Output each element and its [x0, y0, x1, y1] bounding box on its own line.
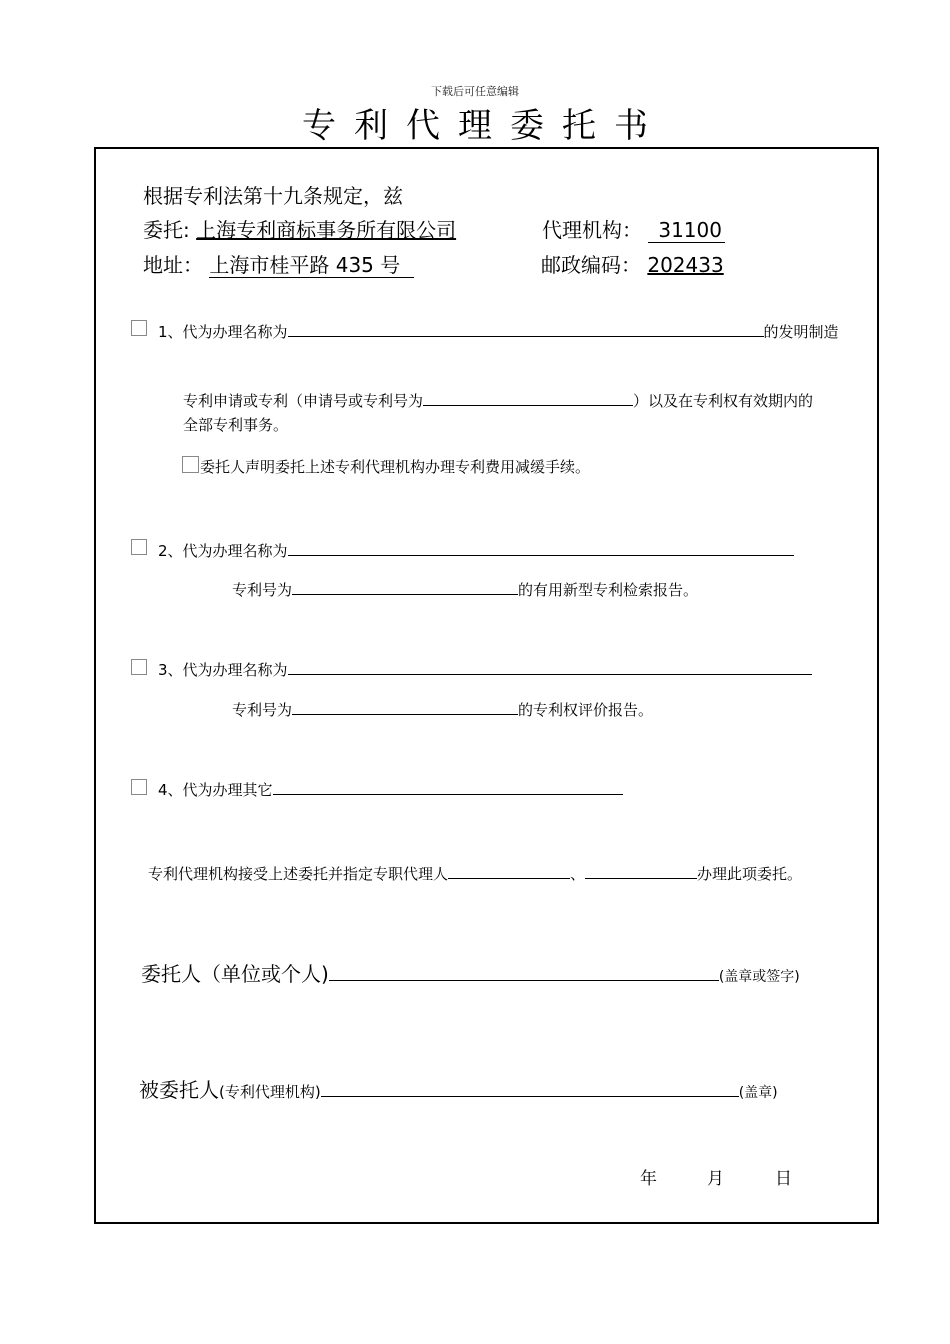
item2-prefix: 2、代为办理名称为: [158, 542, 288, 560]
item1-row: [158, 321, 839, 342]
entrust-row: [143, 214, 456, 243]
entrust-label: 委托:: [143, 218, 190, 242]
item2-checkbox[interactable]: [131, 539, 147, 555]
agency-label: 代理机构：: [542, 218, 642, 242]
item4-prefix: 4、代为办理其它: [158, 781, 273, 799]
form-frame: [94, 147, 879, 1224]
item1-text-b: ）以及在专利权有效期内的: [633, 392, 814, 410]
intro-line: 根据专利法第十九条规定，兹: [143, 184, 403, 208]
item1-text-c: 全部专利事务。: [183, 416, 289, 434]
date-day: 日: [775, 1169, 792, 1189]
entrust-value: 上海专利商标事务所有限公司: [196, 218, 457, 242]
item1-name-field[interactable]: [288, 335, 764, 337]
item1-detail-row: [183, 390, 813, 411]
item4-other-field[interactable]: [273, 793, 623, 795]
agent-label-small: (专利代理机构): [219, 1083, 321, 1101]
item3-patent-field[interactable]: [292, 713, 518, 715]
principal-note: (盖章或签字): [718, 969, 800, 985]
principal-label: 委托人（单位或个人): [141, 962, 329, 986]
agency-value: 31100: [648, 218, 725, 243]
item2-row: [158, 540, 794, 561]
date-month: 月: [707, 1169, 724, 1189]
accept-sep: 、: [570, 865, 586, 883]
item1-checkbox[interactable]: [131, 320, 147, 336]
agent-signature-field[interactable]: [321, 1095, 739, 1097]
accept-prefix: 专利代理机构接受上述委托并指定专职代理人: [148, 865, 449, 883]
accept-row: [148, 863, 802, 884]
item3-name-field[interactable]: [288, 673, 812, 675]
agent-row: [139, 1074, 778, 1103]
watermark-text: 下载后可任意编辑: [431, 85, 519, 98]
item4-checkbox[interactable]: [131, 779, 147, 795]
accept-suffix: 办理此项委托。: [697, 865, 803, 883]
principal-signature-field[interactable]: [329, 979, 719, 981]
postcode-label: 邮政编码：: [541, 253, 641, 277]
address-row: [143, 249, 414, 278]
postcode-row: [541, 249, 724, 278]
address-value: 上海市桂平路 435 号: [209, 253, 414, 278]
item2-patent-prefix: 专利号为: [232, 581, 293, 599]
item1-number-field[interactable]: [423, 404, 633, 406]
item4-row: [158, 779, 623, 800]
item3-patent-prefix: 专利号为: [232, 701, 293, 719]
date-year: 年: [640, 1169, 657, 1189]
item3-checkbox[interactable]: [131, 659, 147, 675]
item2-patent-suffix: 的有用新型专利检索报告。: [518, 581, 699, 599]
address-label: 地址：: [143, 253, 203, 277]
item1-suffix: 的发明制造: [763, 323, 839, 341]
item3-row: [158, 659, 812, 680]
reduction-text: 委托人声明委托上述专利代理机构办理专利费用减缓手续。: [200, 458, 591, 476]
principal-row: [141, 958, 800, 987]
item2-patent-field[interactable]: [292, 593, 518, 595]
postcode-value: 202433: [647, 253, 724, 277]
agent1-field[interactable]: [448, 877, 570, 879]
item2-name-field[interactable]: [288, 554, 794, 556]
reduction-checkbox[interactable]: [182, 456, 199, 473]
document-title: 专利代理委托书: [302, 106, 666, 146]
agency-row: [542, 214, 725, 243]
agent-label: 被委托人: [139, 1078, 219, 1102]
item3-patent-suffix: 的专利权评价报告。: [518, 701, 654, 719]
item1-text-a: 专利申请或专利（申请号或专利号为: [183, 392, 424, 410]
item3-patent-row: [232, 699, 653, 720]
agent2-field[interactable]: [585, 877, 697, 879]
item2-patent-row: [232, 579, 698, 600]
item3-prefix: 3、代为办理名称为: [158, 661, 288, 679]
item1-prefix: 1、代为办理名称为: [158, 323, 288, 341]
agent-note: (盖章): [738, 1085, 778, 1101]
